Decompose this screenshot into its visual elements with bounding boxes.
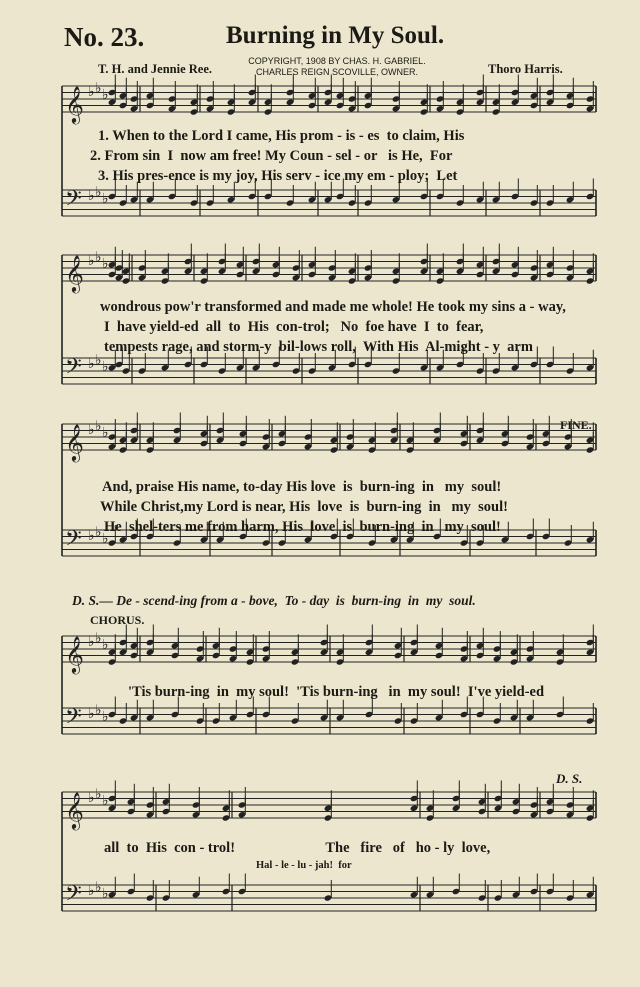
verse-3-line-3: He shel-ters me from harm, His love is burn-ing in my soul! <box>104 519 501 535</box>
flat-icon: ♭ <box>95 249 102 266</box>
flat-icon: ♭ <box>95 352 102 369</box>
flat-icon: ♭ <box>88 789 95 806</box>
flat-icon: ♭ <box>102 359 109 375</box>
flat-icon: ♭ <box>102 191 109 207</box>
ds-text: D. S.— De - scend-ing from a - bove, To - day is burn-ing in my soul. <box>72 593 476 608</box>
flat-icon: ♭ <box>88 187 95 204</box>
flat-icon: ♭ <box>102 886 109 902</box>
flat-icon: ♭ <box>102 793 109 809</box>
treble-clef-icon: 𝄞 <box>65 423 84 461</box>
bass-clef-icon: 𝄢 <box>65 704 82 735</box>
verse-3-line-1: 3. His pres-ence is my joy, His serv - ice my em - ploy; Let <box>98 168 458 184</box>
flat-icon: ♭ <box>102 637 109 653</box>
treble-staff-3 <box>62 421 596 450</box>
flat-icon: ♭ <box>95 786 102 803</box>
flat-icon: ♭ <box>88 421 95 438</box>
verse-1-line-2: wondrous pow'r transformed and made me whole! He took my sins a - way, <box>100 299 566 315</box>
flat-icon: ♭ <box>95 879 102 896</box>
flat-icon: ♭ <box>88 633 95 650</box>
flat-icon: ♭ <box>102 709 109 725</box>
flat-icon: ♭ <box>102 87 109 103</box>
treble-clef-icon: 𝄞 <box>65 254 84 292</box>
hymn-number: No. 23. <box>64 22 145 52</box>
verse-2-line-2: I have yield-ed all to His con-trol; No foe have I to fear, <box>104 319 484 335</box>
ds-mark: D. S. <box>556 771 583 786</box>
flat-icon: ♭ <box>95 418 102 435</box>
flat-icon: ♭ <box>102 425 109 441</box>
flat-icon: ♭ <box>88 355 95 372</box>
author-credit: T. H. and Jennie Ree. <box>98 62 213 76</box>
flat-icon: ♭ <box>102 531 109 547</box>
bass-clef-icon: 𝄢 <box>65 354 82 385</box>
flat-icon: ♭ <box>95 702 102 719</box>
copyright-line-1: COPYRIGHT, 1908 BY CHAS. H. GABRIEL. <box>248 56 426 66</box>
chorus-label: CHORUS. <box>90 613 145 627</box>
flat-icon: ♭ <box>88 83 95 100</box>
verse-1-line-3: And, praise His name, to-day His love is burn-ing in my soul! <box>102 479 502 495</box>
composer-credit: Thoro Harris. <box>488 62 563 76</box>
chorus-line-1: 'Tis burn-ing in my soul! 'Tis burn-ing in my soul! I've yield-ed <box>128 684 545 700</box>
flat-icon: ♭ <box>88 705 95 722</box>
fine-mark: FINE. <box>560 418 592 432</box>
flat-icon: ♭ <box>95 630 102 647</box>
flat-icon: ♭ <box>95 184 102 201</box>
verse-1-line-1: 1. When to the Lord I came, His prom - is - es to claim, His <box>98 128 465 144</box>
bass-clef-icon: 𝄢 <box>65 186 82 217</box>
flat-icon: ♭ <box>95 524 102 541</box>
copyright-line-2: CHARLES REIGN SCOVILLE, OWNER. <box>255 67 419 77</box>
flat-icon: ♭ <box>102 256 109 272</box>
verse-2-line-1: 2. From sin I now am free! My Coun - sel - or is He, For <box>90 148 453 164</box>
flat-icon: ♭ <box>95 80 102 97</box>
flat-icon: ♭ <box>88 252 95 269</box>
flat-icon: ♭ <box>88 527 95 544</box>
bass-clef-icon: 𝄢 <box>65 526 82 557</box>
chorus-line-2: all to His con - trol! The fire of ho - ly love, <box>104 840 491 856</box>
treble-clef-icon: 𝄞 <box>65 85 84 123</box>
hymn-title: Burning in My Soul. <box>226 22 445 49</box>
verse-2-line-3: While Christ,my Lord is near, His love is burn-ing in my soul! <box>100 499 508 515</box>
treble-clef-icon: 𝄞 <box>65 791 84 829</box>
verse-3-line-2: tempests rage, and storm-y bil-lows roll, With His Al-might - y arm <box>104 339 533 355</box>
bass-staff-4 <box>62 705 596 734</box>
bass-clef-icon: 𝄢 <box>65 881 82 912</box>
chorus-bass-line: Hal - le - lu - jah! for <box>256 860 352 871</box>
flat-icon: ♭ <box>88 882 95 899</box>
treble-clef-icon: 𝄞 <box>65 635 84 673</box>
treble-staff-4 <box>62 633 596 662</box>
